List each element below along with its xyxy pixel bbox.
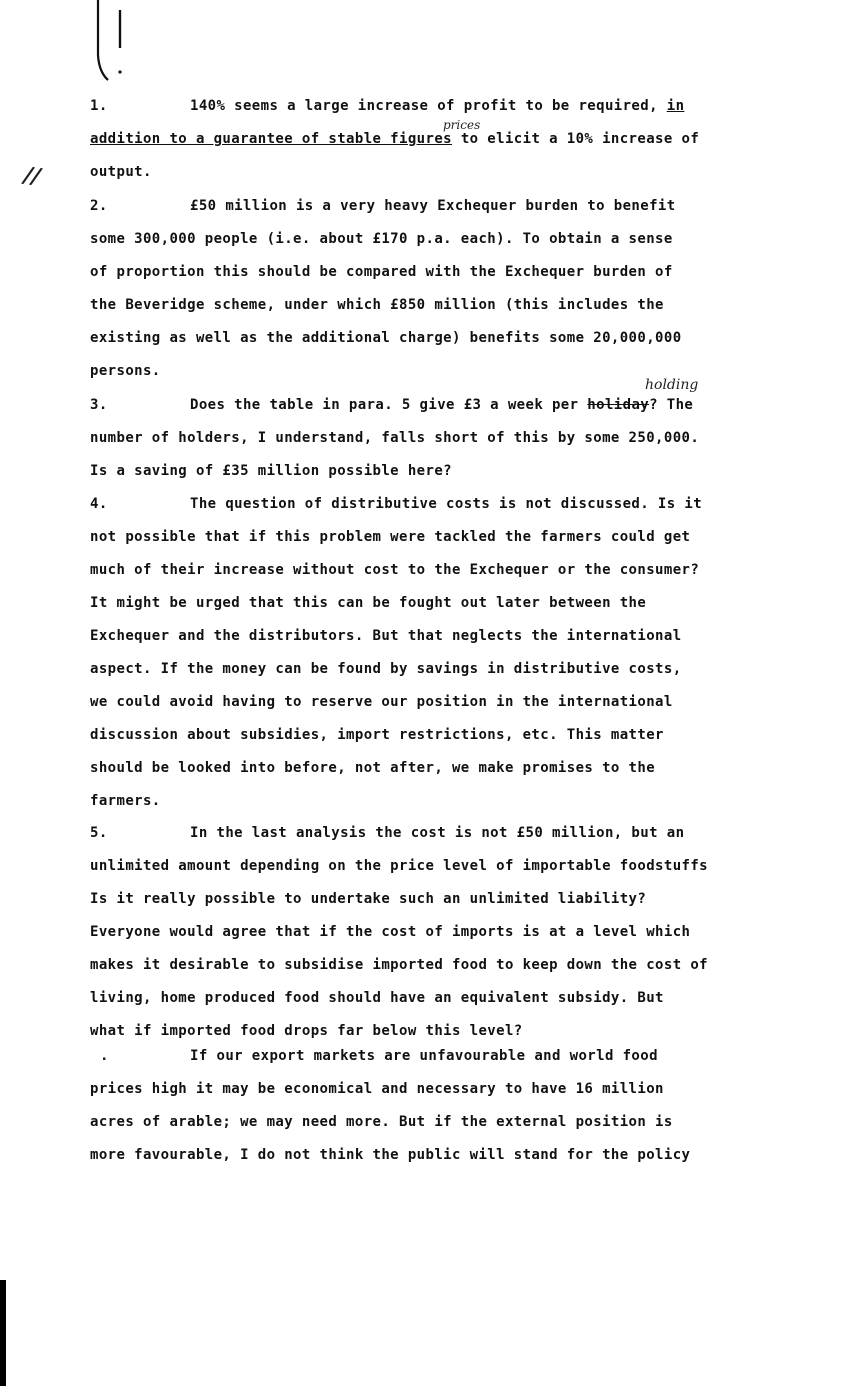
handwritten-insert-holding: holding <box>645 377 699 393</box>
para-line: acres of arable; we may need more. But if the external position is <box>90 1114 673 1130</box>
para-line: of proportion this should be compared with the Exchequer burden of <box>90 264 673 280</box>
text: Does the table in para. 5 give £3 a week per <box>190 397 588 413</box>
para-line <box>90 123 790 156</box>
paragraph-6 <box>90 1040 790 1172</box>
paragraph-number: . <box>100 1048 109 1064</box>
para-line: living, home produced food should have an equivalent subsidy. But <box>90 990 664 1006</box>
para-line: discussion about subsidies, import restrictions, etc. This matter <box>90 727 664 743</box>
para-line: not possible that if this problem were tackled the farmers could get <box>90 529 691 545</box>
para-line: number of holders, I understand, falls short of this by some 250,000. <box>90 430 700 446</box>
paragraph-number: 2. <box>90 198 108 214</box>
para-line: makes it desirable to subsidise imported food to keep down the cost of <box>90 957 709 973</box>
para-line: Everyone would agree that if the cost of imports is at a level which <box>90 924 691 940</box>
text: If our export markets are unfavourable and world food <box>190 1048 658 1064</box>
para-line: what if imported food drops far below this level? <box>90 1023 523 1039</box>
para-line <box>90 389 790 422</box>
text: £50 million is a very heavy Exchequer burden to benefit <box>190 198 676 214</box>
text: In the last analysis the cost is not £50 million, but an <box>190 825 685 841</box>
margin-mark: // <box>22 162 42 190</box>
paragraph-4 <box>90 488 790 818</box>
text-underlined: addition to a guarantee of stable figures <box>90 131 452 147</box>
para-line: persons. <box>90 363 161 379</box>
struck-word: holiday <box>587 397 650 413</box>
para-line: aspect. If the money can be found by savings in distributive costs, <box>90 661 682 677</box>
text: 140% seems a large increase of profit to be required, <box>190 98 667 114</box>
paragraph-number: 5. <box>90 825 108 841</box>
bracket-pen-mark <box>90 0 130 85</box>
left-edge-bar <box>0 1280 6 1386</box>
paragraph-number: 3. <box>90 397 108 413</box>
para-line: unlimited amount depending on the price level of importable foodstuffs <box>90 858 709 874</box>
text: ? The <box>649 397 694 413</box>
para-line <box>90 1040 790 1073</box>
para-line: prices high it may be economical and necessary to have 16 million <box>90 1081 664 1097</box>
paragraph-number: 1. <box>90 98 108 114</box>
para-line: some 300,000 people (i.e. about £170 p.a. each). To obtain a sense <box>90 231 673 247</box>
para-line <box>90 90 790 123</box>
para-line: farmers. <box>90 793 161 809</box>
text: The question of distributive costs is not discussed. Is it <box>190 496 703 512</box>
para-line <box>90 488 790 521</box>
para-line <box>90 817 790 850</box>
para-line: the Beveridge scheme, under which £850 million (this includes the <box>90 297 664 313</box>
text-underlined: in <box>666 98 685 114</box>
para-line <box>90 190 790 223</box>
handwritten-insert-prices: prices <box>443 118 481 132</box>
para-line: we could avoid having to reserve our position in the international <box>90 694 673 710</box>
para-line <box>90 156 790 189</box>
paragraph-number: 4. <box>90 496 108 512</box>
para-line: Is it really possible to undertake such an unlimited liability? <box>90 891 647 907</box>
paragraph-2 <box>90 190 790 388</box>
para-line: It might be urged that this can be fought out later between the <box>90 595 647 611</box>
paragraph-5 <box>90 817 790 1048</box>
paragraph-1 <box>90 90 790 189</box>
para-line: more favourable, I do not think the public will stand for the policy <box>90 1147 691 1163</box>
paragraph-3 <box>90 389 790 488</box>
para-line: Is a saving of £35 million possible here? <box>90 463 452 479</box>
para-line: existing as well as the additional charge) benefits some 20,000,000 <box>90 330 682 346</box>
para-line: Exchequer and the distributors. But that neglects the international <box>90 628 682 644</box>
text: output. <box>90 164 152 180</box>
para-line: should be looked into before, not after, we make promises to the <box>90 760 656 776</box>
para-line: much of their increase without cost to the Exchequer or the consumer? <box>90 562 700 578</box>
text: to elicit a 10% increase of <box>451 131 700 147</box>
